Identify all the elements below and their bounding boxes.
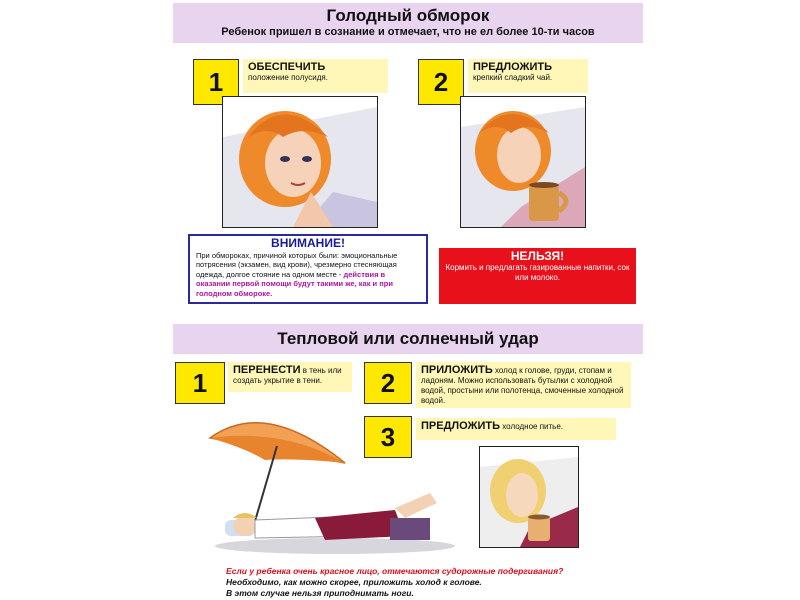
s1-step1-illustration bbox=[222, 96, 378, 228]
s2-step3-illustration bbox=[479, 446, 579, 548]
section2-header bbox=[173, 324, 643, 354]
attention-title: ВНИМАНИЕ! bbox=[271, 236, 345, 250]
section1-header bbox=[173, 3, 643, 43]
footer-line2: Необходимо, как можно скорее, приложить холод к голове. bbox=[226, 577, 482, 587]
s1-step2-illustration bbox=[460, 96, 586, 228]
s2-step3-number: 3 bbox=[364, 416, 412, 458]
s1-step2-note bbox=[468, 59, 588, 93]
s2-step3-text: холодное питье. bbox=[502, 422, 563, 431]
s1-step2-text: крепкий сладкий чай. bbox=[473, 73, 553, 82]
s2-step1-note bbox=[228, 362, 352, 392]
s1-step2-head: ПРЕДЛОЖИТЬ bbox=[473, 61, 553, 73]
s2-step2-text: холод к голове, груди, стопам и ладоням. Можно использовать бутылки с холодной водой, простыни или полотенца, смоченные холодной водой. bbox=[421, 366, 624, 405]
s1-step2-number: 2 bbox=[418, 59, 464, 105]
attention-highlight: действия в оказании первой помощи будут такими же, как и при голодном обмороке. bbox=[196, 269, 393, 298]
footer-line3: В этом случае нельзя приподнимать ноги. bbox=[226, 588, 414, 598]
heatstroke-footer-note bbox=[226, 566, 616, 600]
section1-title: Голодный обморок bbox=[326, 6, 490, 25]
attention-text: При обмороках, причиной которых были: эмоциональные потрясения (экзамен, вид крови), чрезмерно стесняющая одежда, долгое стояние на одном месте - bbox=[196, 250, 398, 279]
s2-step2-note bbox=[416, 362, 631, 408]
s1-step1-text: положение полусидя. bbox=[248, 73, 328, 82]
attention-box bbox=[188, 234, 428, 304]
s2-step2-number: 2 bbox=[364, 362, 412, 404]
section1-subtitle: Ребенок пришел в сознание и отмечает, что не ел более 10-ти часов bbox=[221, 26, 595, 38]
s1-step1-head: ОБЕСПЕЧИТЬ bbox=[248, 61, 326, 73]
footer-line1: Если у ребенка очень красное лицо, отмечаются судорожные подергивания? bbox=[226, 566, 564, 576]
forbidden-title: НЕЛЬЗЯ! bbox=[510, 249, 565, 263]
s1-step1-note bbox=[243, 59, 388, 93]
heatstroke-umbrella-illustration bbox=[205, 408, 465, 558]
s2-step2-head: ПРИЛОЖИТЬ bbox=[421, 364, 493, 376]
s1-step1-number: 1 bbox=[193, 59, 239, 105]
forbidden-text: Кормить и предлагать газированные напитки, сок или молоко. bbox=[445, 263, 630, 282]
s2-step1-text: в тень или создать укрытие в тени. bbox=[233, 366, 342, 385]
forbidden-box bbox=[439, 248, 636, 304]
s2-step1-head: ПЕРЕНЕСТИ bbox=[233, 364, 301, 376]
section2-title: Тепловой или солнечный удар bbox=[277, 329, 539, 348]
s2-step3-head: ПРЕДЛОЖИТЬ bbox=[421, 420, 501, 432]
s2-step1-number: 1 bbox=[175, 362, 225, 404]
